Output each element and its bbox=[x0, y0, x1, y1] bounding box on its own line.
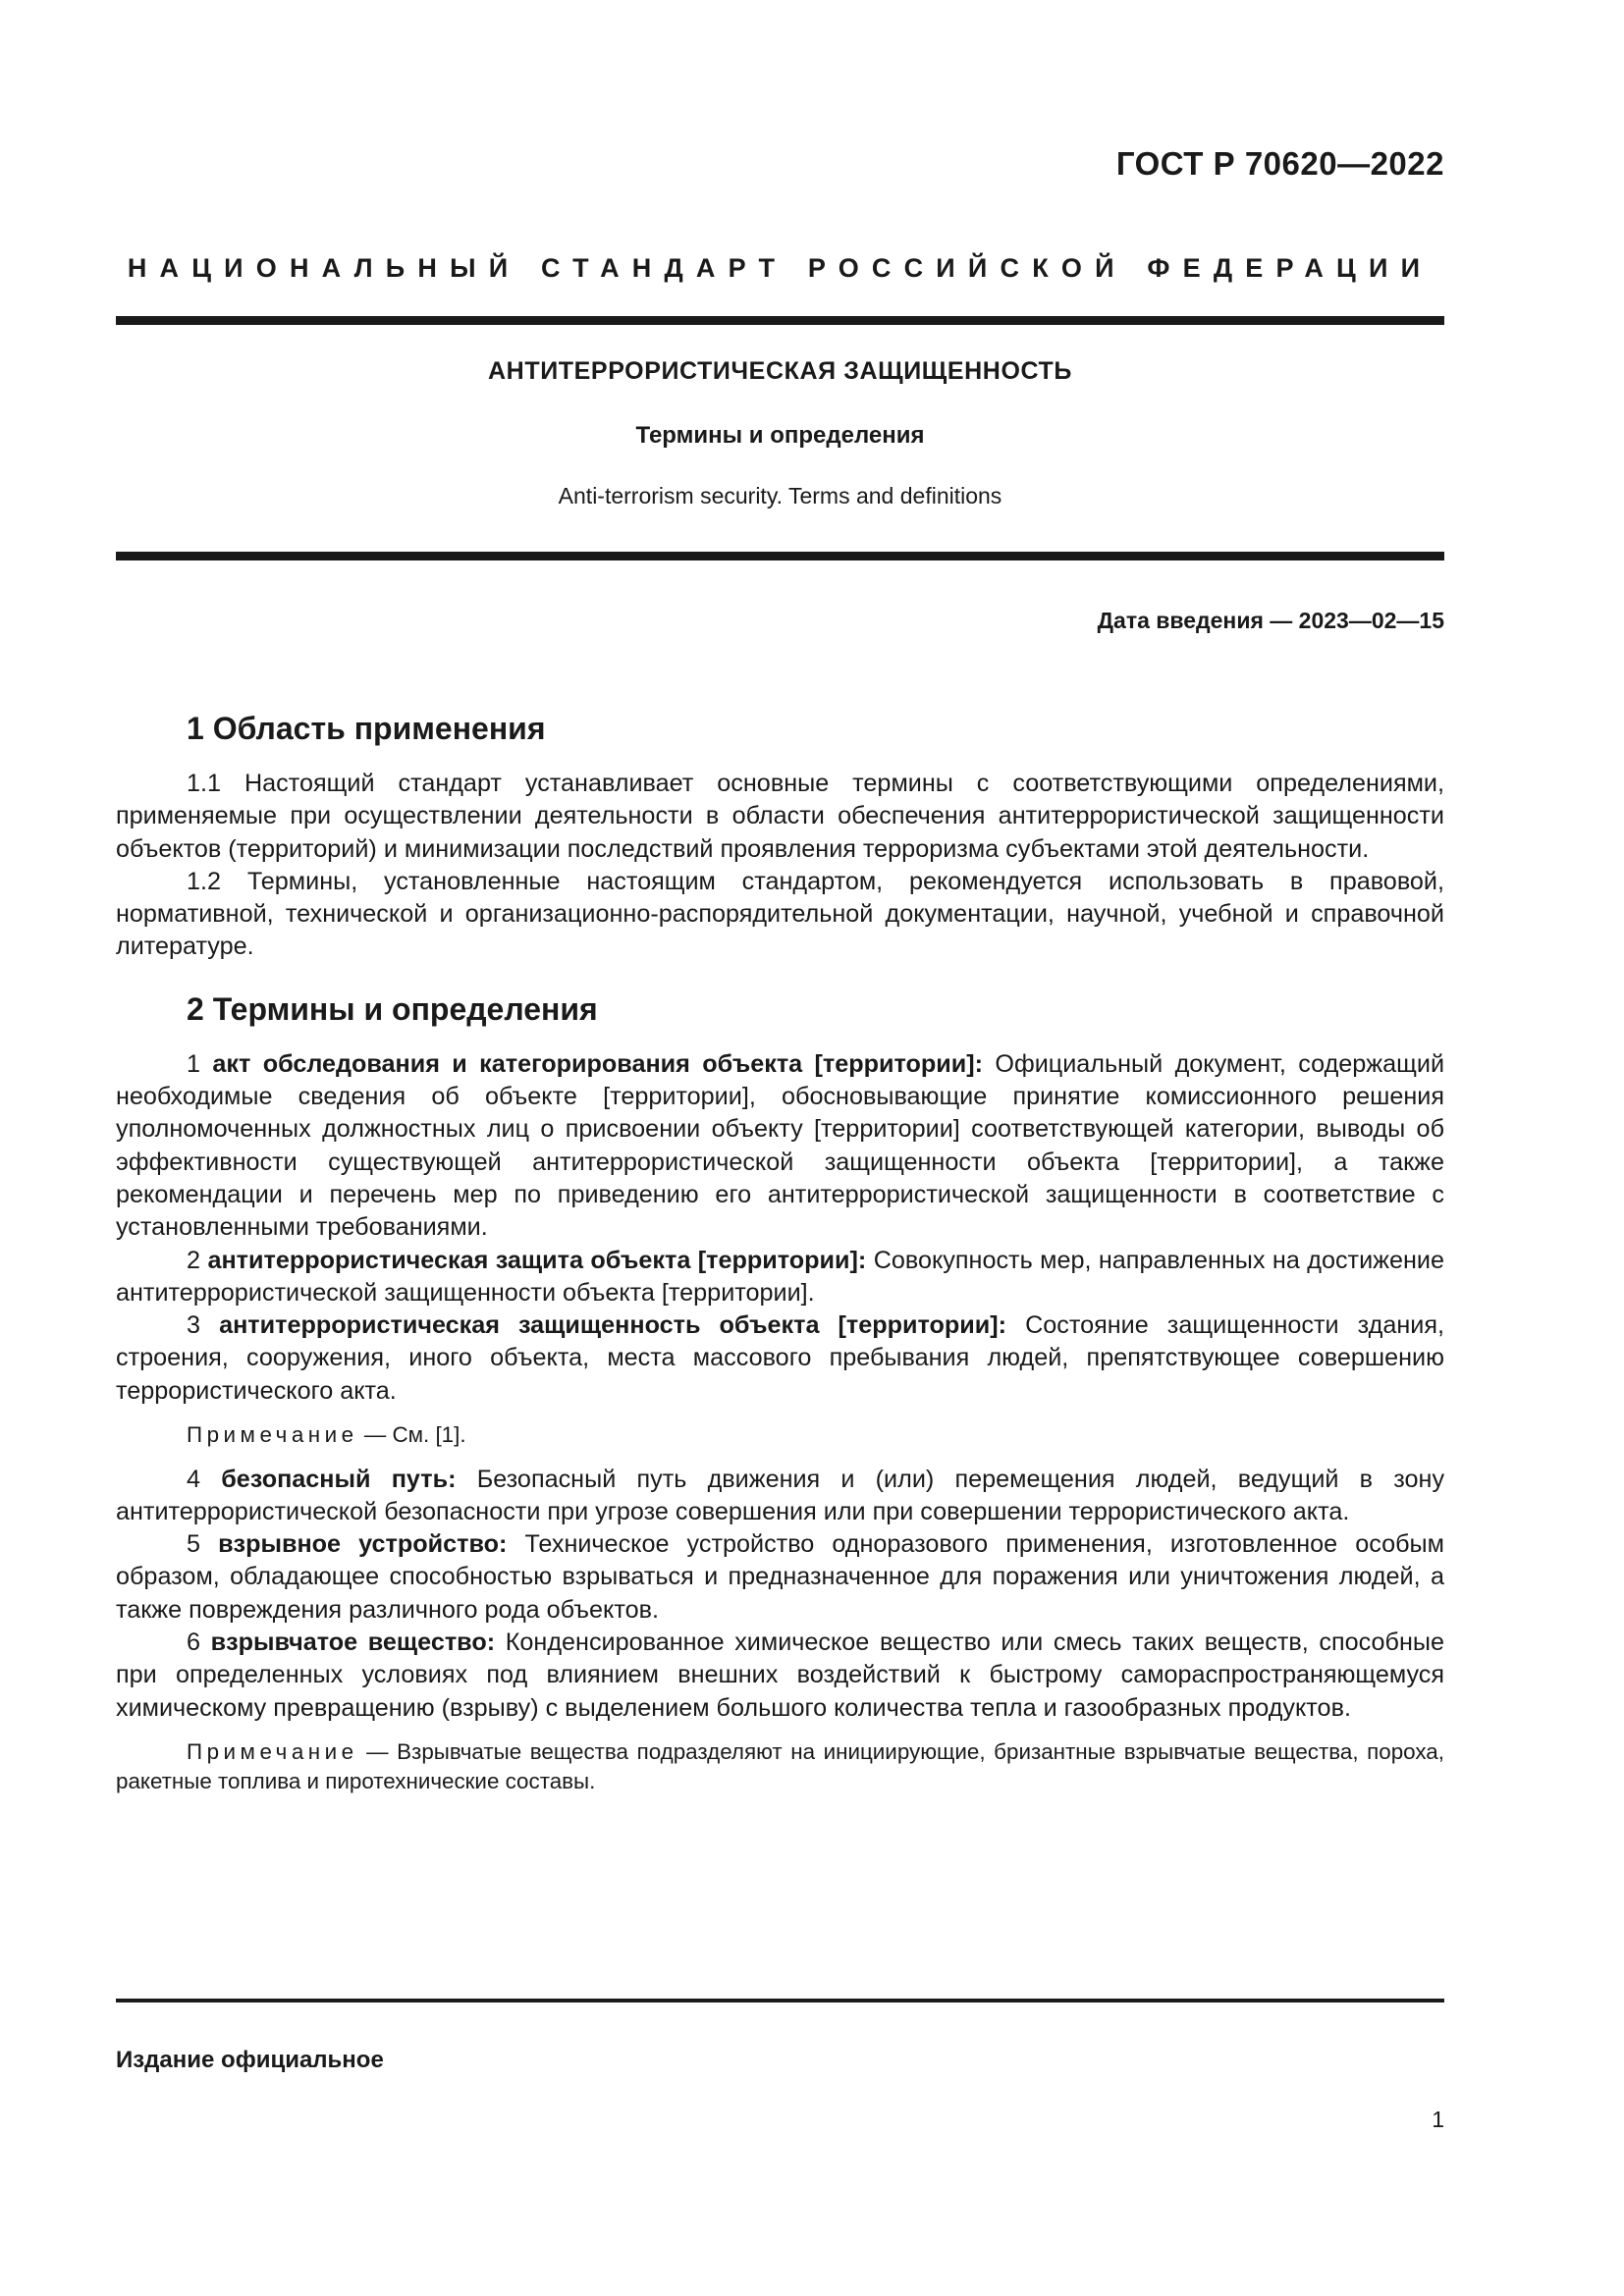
note-label: Примечание bbox=[187, 1738, 358, 1764]
term-entry bbox=[116, 1309, 1444, 1408]
term-number: 1 bbox=[187, 1049, 201, 1078]
document-body bbox=[116, 707, 1444, 1810]
term-definition: Совокупность мер, направленных на достижение антитеррористической защищенности объекта [территории]. bbox=[116, 1246, 1444, 1307]
section-1-heading: 1 Область применения bbox=[187, 711, 546, 746]
english-title: Anti-terrorism security. Terms and definitions bbox=[558, 483, 1002, 508]
national-standard-banner: НАЦИОНАЛЬНЫЙ СТАНДАРТ РОССИЙСКОЙ ФЕДЕРАЦИИ bbox=[127, 253, 1434, 283]
section-2-heading: 2 Термины и определения bbox=[187, 990, 598, 1027]
introduction-date: Дата введения — 2023—02—15 bbox=[1097, 608, 1444, 633]
term-entry bbox=[116, 1464, 1444, 1529]
term-definition: Безопасный путь движения и (или) перемещения людей, ведущий в зону антитеррористической безопасности при угрозе совершения или при совершении террористического акта. bbox=[116, 1465, 1445, 1525]
term-name: взрывное устройство: bbox=[218, 1530, 508, 1559]
top-rule bbox=[116, 316, 1444, 325]
term-name: безопасный путь: bbox=[221, 1465, 457, 1493]
standard-code: ГОСТ Р 70620—2022 bbox=[1115, 145, 1444, 182]
term-definition: Официальный документ, содержащий необходимые сведения об объекте [территории], обосновывающие принятие комиссионного решения уполномоченных должностных лиц о присвоении объекту [территории] соответствующей категории, выводы об эффективности существующей антитеррористической защищенности объекта [территории], а также рекомендации и перечень мер по приведению его антитеррористической защищенности в соответствие с установленными требованиями. bbox=[116, 1049, 1445, 1242]
term-number: 3 bbox=[187, 1311, 201, 1340]
title-rule bbox=[116, 552, 1444, 561]
term-number: 2 bbox=[187, 1246, 201, 1274]
document-title: АНТИТЕРРОРИСТИЧЕСКАЯ ЗАЩИЩЕННОСТЬ bbox=[488, 357, 1072, 385]
clause-1-2: 1.2 Термины, установленные настоящим стандартом, рекомендуется использовать в правовой, нормативной, технической и организационно-распорядительной документации, научной, учебной и справочной литературе. bbox=[116, 867, 1444, 961]
term-number: 6 bbox=[187, 1629, 201, 1657]
term-name: антитеррористическая защищенность объекта [территории]: bbox=[219, 1311, 1007, 1340]
term-definition: Техническое устройство одноразового применения, изготовленное особым образом, обладающее способностью взрываться и предназначенное для поражения или уничтожения людей, а также повреждения различного рода объектов. bbox=[116, 1530, 1444, 1624]
term-number: 5 bbox=[187, 1530, 201, 1559]
term-entry bbox=[116, 1245, 1444, 1310]
official-edition-label: Издание официальное bbox=[116, 2047, 384, 2073]
note-text: — См. [1]. bbox=[363, 1422, 466, 1448]
note-text: — Взрывчатые вещества подразделяют на инициирующие, бризантные взрывчатые вещества, пороха, ракетные топлива и пиротехнические составы. bbox=[116, 1738, 1444, 1794]
term-name: акт обследования и категорирования объекта [территории]: bbox=[212, 1049, 984, 1078]
note bbox=[116, 1737, 1444, 1797]
term-entry bbox=[116, 1048, 1444, 1245]
term-number: 4 bbox=[187, 1465, 201, 1493]
term-definition: Состояние защищенности здания, строения, сооружения, иного объекта, места массового пребывания людей, препятствующее совершению террористического акта. bbox=[116, 1311, 1444, 1405]
term-entry bbox=[116, 1627, 1444, 1725]
document-subtitle: Термины и определения bbox=[635, 422, 925, 449]
term-entry bbox=[116, 1528, 1444, 1627]
term-definition: Конденсированное химическое вещество или смесь таких веществ, способные при определенных условиях под влиянием внешних воздействий к быстрому самораспространяющемуся химическому превращению (взрыву) с выделением большого количества тепла и газообразных продуктов. bbox=[116, 1629, 1444, 1722]
note-label: Примечание bbox=[187, 1422, 358, 1448]
note bbox=[116, 1420, 1444, 1451]
term-name: антитеррористическая защита объекта [территории]: bbox=[207, 1246, 867, 1274]
clause-1-1: 1.1 Настоящий стандарт устанавливает основные термины с соответствующими определениями, применяемые при осуществлении деятельности в области обеспечения антитеррористической защищенности объектов (территорий) и минимизации последствий проявления терроризма субъектами этой деятельности. bbox=[116, 770, 1444, 863]
page-number: 1 bbox=[1432, 2107, 1444, 2132]
footer-rule bbox=[116, 1999, 1444, 2002]
term-name: взрывчатое вещество: bbox=[210, 1629, 496, 1657]
